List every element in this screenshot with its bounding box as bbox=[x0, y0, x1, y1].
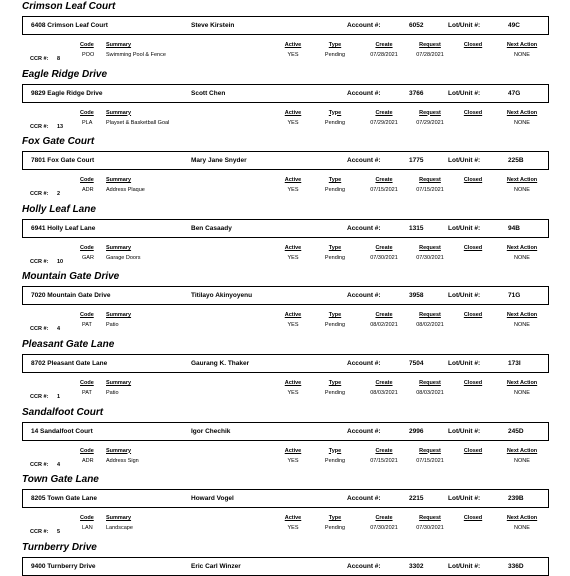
create-header: Create bbox=[375, 447, 393, 454]
code-value: PLA bbox=[82, 119, 93, 126]
lot-unit-number: 94B bbox=[508, 224, 520, 232]
street-heading: Eagle Ridge Drive bbox=[22, 68, 108, 80]
request-value: 07/15/2021 bbox=[416, 187, 444, 194]
account-label: Account #: bbox=[347, 360, 381, 367]
account-number: 3958 bbox=[409, 292, 424, 300]
ccr-label: CCR #: bbox=[30, 56, 49, 62]
type-header: Type bbox=[328, 109, 342, 116]
owner-name: Titilayo Akinyoyenu bbox=[191, 292, 253, 300]
active-value: YES bbox=[287, 119, 299, 126]
summary-header: Summary bbox=[106, 109, 132, 116]
closed-header: Closed bbox=[463, 312, 483, 319]
type-header: Type bbox=[328, 515, 342, 522]
owner-name: Mary Jane Snyder bbox=[191, 157, 247, 165]
ccr-number: 10 bbox=[57, 258, 64, 265]
create-value: 07/30/2021 bbox=[370, 254, 398, 261]
owner-name: Gaurang K. Thaker bbox=[191, 360, 250, 367]
type-header: Type bbox=[328, 380, 342, 386]
request-header: Request bbox=[419, 42, 441, 48]
account-label: Account #: bbox=[347, 427, 381, 435]
property-address: 6408 Crimson Leaf Court bbox=[31, 22, 108, 29]
owner-name: Ben Casaady bbox=[191, 224, 232, 232]
create-header: Create bbox=[375, 515, 393, 522]
lot-unit-number: 225B bbox=[508, 157, 524, 165]
owner-name: Scott Chen bbox=[191, 89, 226, 97]
create-header: Create bbox=[375, 42, 393, 48]
summary-header: Summary bbox=[106, 447, 132, 454]
property-address: 9400 Turnberry Drive bbox=[31, 562, 96, 570]
request-value: 07/30/2021 bbox=[416, 525, 444, 532]
summary-header: Summary bbox=[106, 42, 132, 48]
code-header: Code bbox=[80, 312, 94, 319]
active-header: Active bbox=[284, 515, 302, 522]
ccr-label: CCR #: bbox=[30, 326, 49, 333]
ccr-number: 13 bbox=[57, 123, 64, 130]
create-value: 07/15/2021 bbox=[370, 457, 398, 464]
next-action-header: Next Action bbox=[506, 244, 538, 251]
account-label: Account #: bbox=[347, 224, 381, 232]
street-heading: Holly Leaf Lane bbox=[22, 203, 96, 215]
request-value: 07/29/2021 bbox=[416, 119, 444, 126]
street-heading: Mountain Gate Drive bbox=[22, 271, 120, 283]
property-address: 6941 Holly Leaf Lane bbox=[31, 224, 96, 232]
account-label: Account #: bbox=[347, 157, 381, 165]
code-value: PAT bbox=[82, 322, 92, 329]
account-number: 7504 bbox=[409, 360, 424, 367]
type-header: Type bbox=[328, 447, 342, 454]
account-number: 3302 bbox=[409, 562, 424, 570]
code-value: ADR bbox=[82, 457, 94, 464]
code-header: Code bbox=[80, 244, 94, 251]
street-heading: Pleasant Gate Lane bbox=[22, 339, 115, 350]
active-value: YES bbox=[287, 52, 299, 58]
code-value: GAR bbox=[82, 254, 94, 261]
summary-value: Swimming Pool & Fence bbox=[106, 52, 166, 58]
summary-header: Summary bbox=[106, 177, 132, 184]
code-header: Code bbox=[80, 515, 94, 522]
active-header: Active bbox=[284, 447, 302, 454]
create-header: Create bbox=[375, 312, 393, 319]
type-value: Pending bbox=[324, 52, 346, 58]
ccr-number: 5 bbox=[57, 529, 61, 536]
code-value: POO bbox=[82, 52, 95, 58]
account-box bbox=[22, 219, 549, 238]
type-header: Type bbox=[328, 42, 342, 48]
summary-value: Patio bbox=[106, 322, 119, 329]
closed-header: Closed bbox=[463, 177, 483, 184]
property-address: 7801 Fox Gate Court bbox=[31, 157, 95, 165]
closed-header: Closed bbox=[463, 244, 483, 251]
closed-header: Closed bbox=[463, 42, 483, 48]
street-heading: Turnberry Drive bbox=[22, 541, 97, 553]
property-address: 14 Sandalfoot Court bbox=[31, 427, 93, 435]
ccr-label: CCR #: bbox=[30, 258, 49, 265]
account-number: 1775 bbox=[409, 157, 424, 165]
account-number: 1315 bbox=[409, 224, 424, 232]
lot-unit-number: 336D bbox=[508, 562, 524, 570]
lot-unit-number: 47G bbox=[508, 89, 521, 97]
ccr-number: 1 bbox=[57, 394, 61, 400]
request-header: Request bbox=[419, 447, 441, 454]
request-value: 08/02/2021 bbox=[416, 322, 444, 329]
create-value: 07/28/2021 bbox=[370, 52, 398, 58]
type-value: Pending bbox=[324, 254, 346, 261]
summary-header: Summary bbox=[106, 380, 132, 386]
property-address: 8205 Town Gate Lane bbox=[31, 495, 97, 503]
active-header: Active bbox=[284, 244, 302, 251]
next-action-header: Next Action bbox=[506, 515, 538, 522]
lot-unit-label: Lot/Unit #: bbox=[448, 224, 481, 232]
request-value: 07/30/2021 bbox=[416, 254, 444, 261]
request-header: Request bbox=[419, 109, 441, 116]
lot-unit-number: 173I bbox=[508, 360, 521, 367]
type-header: Type bbox=[328, 312, 342, 319]
type-value: Pending bbox=[324, 322, 346, 329]
ccr-number: 4 bbox=[57, 461, 61, 468]
create-header: Create bbox=[375, 380, 393, 386]
type-header: Type bbox=[328, 177, 342, 184]
owner-name: Steve Kirstein bbox=[191, 22, 235, 29]
active-value: YES bbox=[287, 390, 299, 396]
account-label: Account #: bbox=[347, 89, 381, 97]
active-header: Active bbox=[284, 177, 302, 184]
account-label: Account #: bbox=[347, 562, 381, 570]
request-header: Request bbox=[419, 380, 441, 386]
create-value: 07/30/2021 bbox=[370, 525, 398, 532]
create-header: Create bbox=[375, 109, 393, 116]
closed-header: Closed bbox=[463, 447, 483, 454]
summary-value: Playset & Basketball Goal bbox=[106, 119, 170, 126]
owner-name: Eric Carl Winzer bbox=[191, 562, 241, 570]
account-box bbox=[22, 557, 549, 576]
type-value: Pending bbox=[324, 457, 346, 464]
lot-unit-label: Lot/Unit #: bbox=[448, 495, 481, 503]
next-action-value: NONE bbox=[514, 119, 530, 126]
active-value: YES bbox=[287, 457, 299, 464]
active-header: Active bbox=[284, 42, 302, 48]
account-number: 3766 bbox=[409, 89, 424, 97]
closed-header: Closed bbox=[463, 109, 483, 116]
summary-value: Garage Doors bbox=[106, 254, 141, 261]
code-value: LAN bbox=[82, 525, 93, 532]
account-number: 6052 bbox=[409, 22, 424, 29]
create-header: Create bbox=[375, 244, 393, 251]
lot-unit-label: Lot/Unit #: bbox=[448, 427, 481, 435]
ccr-label: CCR #: bbox=[30, 123, 49, 130]
request-value: 08/03/2021 bbox=[416, 390, 444, 396]
lot-unit-label: Lot/Unit #: bbox=[448, 360, 481, 367]
owner-name: Howard Vogel bbox=[191, 495, 234, 503]
next-action-value: NONE bbox=[514, 52, 530, 58]
type-value: Pending bbox=[324, 119, 346, 126]
request-header: Request bbox=[419, 312, 441, 319]
code-header: Code bbox=[80, 42, 94, 48]
lot-unit-number: 71G bbox=[508, 292, 521, 300]
lot-unit-label: Lot/Unit #: bbox=[448, 89, 481, 97]
request-header: Request bbox=[419, 177, 441, 184]
active-header: Active bbox=[284, 380, 302, 386]
next-action-header: Next Action bbox=[506, 42, 538, 48]
active-header: Active bbox=[284, 312, 302, 319]
next-action-header: Next Action bbox=[506, 312, 538, 319]
ccr-number: 4 bbox=[57, 326, 61, 333]
next-action-header: Next Action bbox=[506, 177, 538, 184]
next-action-header: Next Action bbox=[506, 109, 538, 116]
summary-header: Summary bbox=[106, 515, 132, 522]
next-action-header: Next Action bbox=[506, 447, 538, 454]
type-value: Pending bbox=[324, 390, 346, 396]
code-header: Code bbox=[80, 380, 94, 386]
property-address: 7020 Mountain Gate Drive bbox=[31, 292, 111, 300]
type-value: Pending bbox=[324, 187, 346, 194]
ccr-number: 2 bbox=[57, 191, 61, 198]
account-label: Account #: bbox=[347, 495, 381, 503]
ccr-label: CCR #: bbox=[30, 529, 49, 536]
next-action-value: NONE bbox=[514, 390, 530, 396]
next-action-header: Next Action bbox=[506, 380, 538, 386]
create-header: Create bbox=[375, 177, 393, 184]
lot-unit-number: 49C bbox=[508, 22, 520, 29]
next-action-value: NONE bbox=[514, 322, 530, 329]
active-value: YES bbox=[287, 525, 299, 532]
active-value: YES bbox=[287, 254, 299, 261]
summary-value: Address Plaque bbox=[106, 187, 145, 194]
active-header: Active bbox=[284, 109, 302, 116]
next-action-value: NONE bbox=[514, 457, 530, 464]
account-box bbox=[22, 489, 549, 508]
next-action-value: NONE bbox=[514, 525, 530, 532]
lot-unit-label: Lot/Unit #: bbox=[448, 292, 481, 300]
property-address: 8702 Pleasant Gate Lane bbox=[31, 360, 108, 367]
closed-header: Closed bbox=[463, 515, 483, 522]
street-heading: Town Gate Lane bbox=[22, 474, 99, 486]
account-number: 2215 bbox=[409, 495, 424, 503]
summary-value: Landscape bbox=[106, 525, 133, 532]
summary-header: Summary bbox=[106, 244, 132, 251]
property-address: 9829 Eagle Ridge Drive bbox=[31, 89, 103, 97]
request-header: Request bbox=[419, 244, 441, 251]
street-heading: Crimson Leaf Court bbox=[22, 1, 116, 12]
code-header: Code bbox=[80, 447, 94, 454]
account-box bbox=[22, 151, 549, 170]
active-value: YES bbox=[287, 187, 299, 194]
account-box bbox=[22, 422, 549, 441]
lot-unit-number: 245D bbox=[508, 427, 524, 435]
create-value: 07/15/2021 bbox=[370, 187, 398, 194]
next-action-value: NONE bbox=[514, 187, 530, 194]
account-label: Account #: bbox=[347, 292, 381, 300]
active-value: YES bbox=[287, 322, 299, 329]
ccr-label: CCR #: bbox=[30, 394, 49, 400]
street-heading: Sandalfoot Court bbox=[22, 406, 104, 418]
type-value: Pending bbox=[324, 525, 346, 532]
account-number: 2996 bbox=[409, 427, 424, 435]
summary-value: Patio bbox=[106, 390, 119, 396]
account-box bbox=[22, 354, 549, 373]
owner-name: Igor Chechik bbox=[191, 427, 231, 435]
account-box bbox=[22, 84, 549, 103]
ccr-label: CCR #: bbox=[30, 461, 49, 468]
account-label: Account #: bbox=[347, 22, 381, 29]
lot-unit-label: Lot/Unit #: bbox=[448, 157, 481, 165]
ccr-label: CCR #: bbox=[30, 191, 49, 198]
request-header: Request bbox=[419, 515, 441, 522]
account-box bbox=[22, 286, 549, 305]
create-value: 08/03/2021 bbox=[370, 390, 398, 396]
lot-unit-label: Lot/Unit #: bbox=[448, 22, 481, 29]
lot-unit-number: 239B bbox=[508, 495, 524, 503]
type-header: Type bbox=[328, 244, 342, 251]
request-value: 07/28/2021 bbox=[416, 52, 444, 58]
next-action-value: NONE bbox=[514, 254, 530, 261]
summary-value: Address Sign bbox=[106, 457, 139, 464]
request-value: 07/15/2021 bbox=[416, 457, 444, 464]
create-value: 07/29/2021 bbox=[370, 119, 398, 126]
lot-unit-label: Lot/Unit #: bbox=[448, 562, 481, 570]
code-value: PAT bbox=[82, 390, 92, 396]
code-value: ADR bbox=[82, 187, 94, 194]
street-heading: Fox Gate Court bbox=[22, 136, 95, 148]
ccr-number: 8 bbox=[57, 56, 61, 62]
code-header: Code bbox=[80, 177, 94, 184]
summary-header: Summary bbox=[106, 312, 132, 319]
closed-header: Closed bbox=[463, 380, 483, 386]
account-box bbox=[22, 16, 549, 35]
create-value: 08/02/2021 bbox=[370, 322, 398, 329]
code-header: Code bbox=[80, 109, 94, 116]
